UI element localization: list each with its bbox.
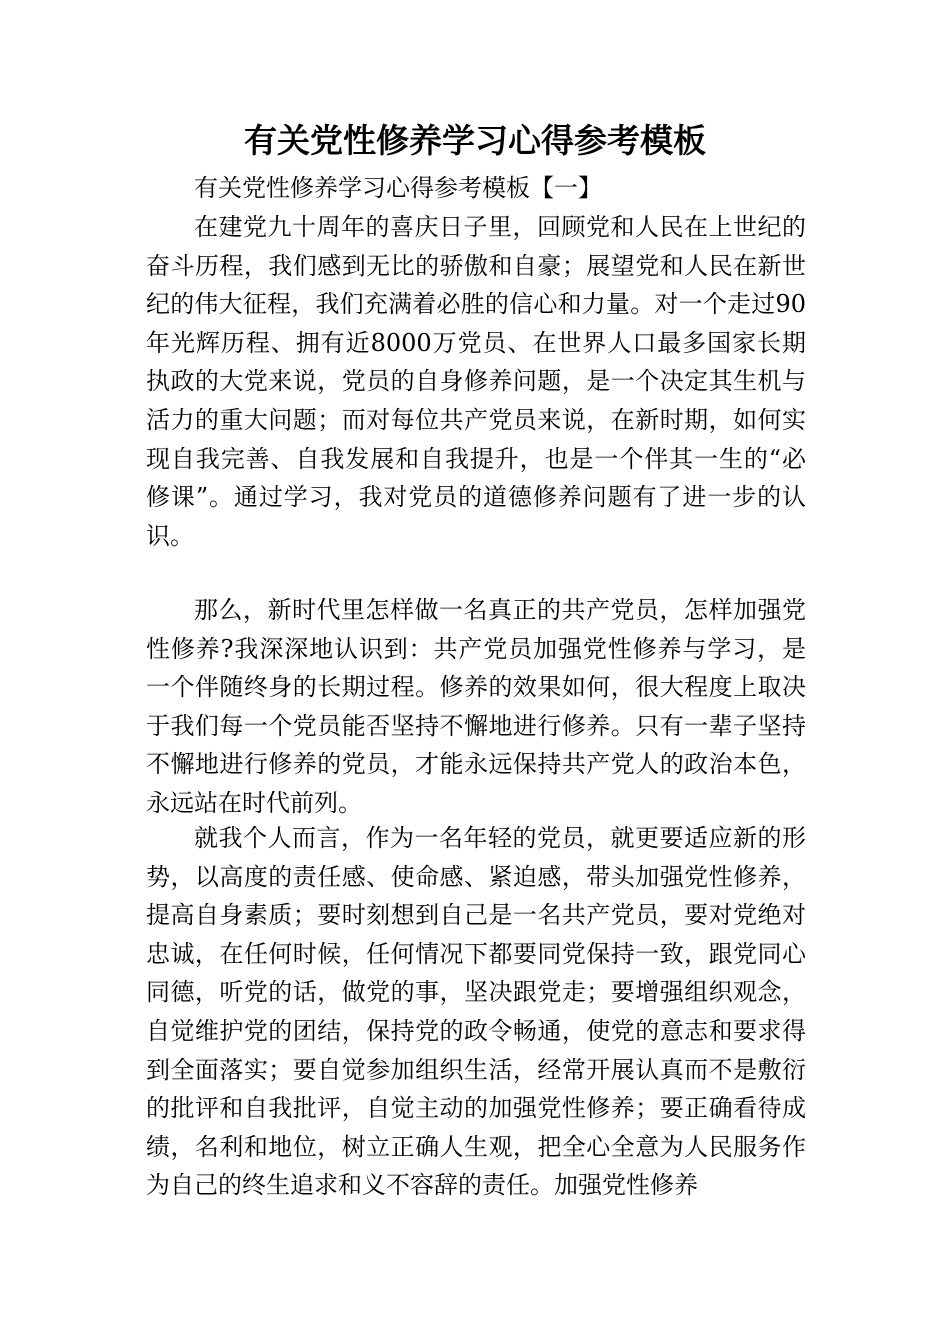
paragraph-2: 那么，新时代里怎样做一名真正的共产党员，怎样加强党性修养?我深深地认识到：共产党员加强党性修养与学习，是一个伴随终身的长期过程。修养的效果如何，很大程度上取决于我们每一个党员能否坚持不懈地进行修养。只有一辈子坚持不懈地进行修养的党员，才能永远保持共产党人的政治本色，永远站在时代前列。 [146, 596, 806, 817]
paragraph-1: 在建党九十周年的喜庆日子里，回顾党和人民在上世纪的奋斗历程，我们感到无比的骄傲和自豪；展望党和人民在新世纪的伟大征程，我们充满着必胜的信心和力量。对一个走过90年光辉历程、拥有近8000万党员、在世界人口最多国家长期执政的大党来说，党员的自身修养问题，是一个决定其生机与活力的重大问题；而对每位共产党员来说，在新时期，如何实现自我完善、自我发展和自我提升，也是一个伴其一生的“必修课”。通过学习，我对党员的道德修养问题有了进一步的认识。 [146, 213, 806, 550]
section-subtitle: 有关党性修养学习心得参考模板【一】 [194, 174, 602, 202]
document-title: 有关党性修养学习心得参考模板 [244, 121, 706, 160]
paragraph-3: 就我个人而言，作为一名年轻的党员，就更要适应新的形势，以高度的责任感、使命感、紧迫感，带头加强党性修养，提高自身素质；要时刻想到自己是一名共产党员，要对党绝对忠诚，在任何时候，任何情况下都要同党保持一致，跟党同心同德，听党的话，做党的事，坚决跟党走；要增强组织观念，自觉维护党的团结，保持党的政令畅通，使党的意志和要求得到全面落实；要自觉参加组织生活，经常开展认真而不是敷衍的批评和自我批评，自觉主动的加强党性修养；要正确看待成绩，名利和地位，树立正确人生观，把全心全意为人民服务作为自己的终生追求和义不容辞的责任。加强党性修养 [146, 824, 806, 1200]
